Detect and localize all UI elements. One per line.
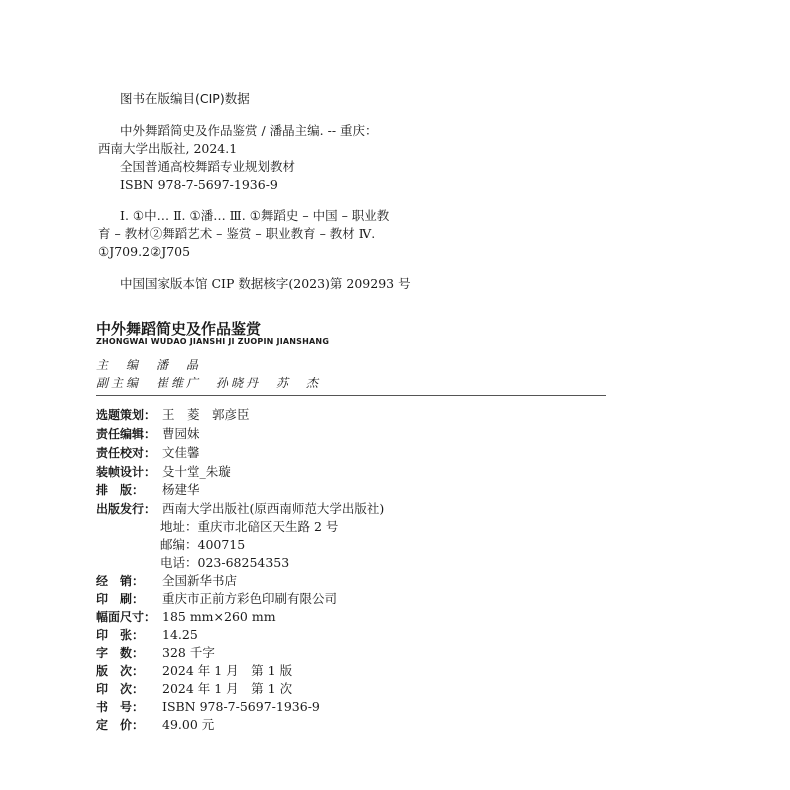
cip-record-number: 中国国家版本馆 CIP 数据核字(2023)第 209293 号 — [120, 276, 411, 291]
cip-heading: 图书在版编目(CIP)数据 — [120, 91, 250, 106]
colophon-value: 2024 年 1 月 第 1 次 — [162, 681, 293, 696]
colophon-value: 杨建华 — [162, 482, 200, 497]
cip-series-line: 全国普通高校舞蹈专业规划教材 — [120, 159, 296, 174]
colophon-label: 定 价： — [96, 718, 145, 732]
cip-isbn-line: ISBN 978-7-5697-1936-9 — [120, 177, 278, 192]
colophon-value: 185 mm×260 mm — [162, 609, 276, 624]
colophon-label: 排 版： — [96, 483, 145, 497]
book-title: 中外舞蹈简史及作品鉴赏 — [96, 320, 262, 338]
book-title-pinyin: ZHONGWAI WUDAO JIANSHI JI ZUOPIN JIANSHANG — [96, 337, 330, 346]
colophon-label: 书 号： — [96, 700, 145, 714]
colophon-row — [96, 680, 292, 698]
colophon-value: 西南大学出版社(原西南师范大学出版社) — [162, 501, 385, 516]
colophon-row — [96, 425, 200, 443]
colophon-value: 49.00 元 — [162, 717, 215, 732]
colophon-value: ISBN 978-7-5697-1936-9 — [162, 699, 320, 714]
colophon-value: 328 千字 — [162, 645, 215, 660]
colophon-value: 14.25 — [162, 627, 198, 642]
colophon-label: 责任编辑： — [96, 427, 157, 441]
colophon-label: 选题策划： — [96, 408, 157, 422]
chief-editor: 主 编 潘 晶 — [96, 358, 202, 372]
colophon-row — [96, 500, 384, 518]
colophon-value: 2024 年 1 月 第 1 版 — [162, 663, 293, 678]
divider — [96, 395, 606, 396]
publisher-postcode: 邮编：400715 — [160, 537, 246, 552]
colophon-value: 曹园妹 — [162, 426, 200, 441]
colophon-value: 全国新华书店 — [162, 573, 238, 588]
colophon-label: 版 次： — [96, 664, 145, 678]
colophon-row — [96, 698, 320, 716]
colophon-label: 印 次： — [96, 682, 145, 696]
colophon-value: 殳十堂_朱璇 — [162, 464, 231, 479]
colophon-row — [96, 626, 198, 644]
colophon-row — [96, 406, 250, 424]
colophon-row — [96, 481, 200, 499]
publisher-phone: 电话：023-68254353 — [160, 555, 290, 570]
colophon-label: 幅面尺寸： — [96, 610, 157, 624]
colophon-label: 印 刷： — [96, 592, 145, 606]
colophon-row — [96, 608, 276, 626]
colophon-label: 印 张： — [96, 628, 145, 642]
colophon-label: 经 销： — [96, 574, 145, 588]
colophon-label: 责任校对： — [96, 446, 157, 460]
colophon-row — [96, 662, 292, 680]
associate-editors: 副主编 崔维广 孙晓丹 苏 杰 — [96, 376, 322, 390]
colophon-value: 重庆市正前方彩色印刷有限公司 — [162, 591, 338, 606]
colophon-label: 装帧设计： — [96, 465, 157, 479]
colophon-label: 字 数： — [96, 646, 145, 660]
colophon-row — [96, 590, 337, 608]
colophon-row — [96, 444, 200, 462]
publisher-address: 地址：重庆市北碚区天生路 2 号 — [160, 519, 339, 534]
colophon-row — [96, 572, 237, 590]
cip-publisher-line: 西南大学出版社, 2024.1 — [98, 141, 238, 156]
colophon-label: 出版发行： — [96, 502, 157, 516]
colophon-row — [96, 644, 215, 662]
cip-classification-line-3: ①J709.2②J705 — [98, 244, 191, 259]
colophon-value: 王 菱 郭彦臣 — [162, 407, 250, 422]
colophon-row — [96, 716, 214, 734]
cip-classification-line-2: 育 – 教材②舞蹈艺术 – 鉴赏 – 职业教育 – 教材 Ⅳ. — [98, 226, 376, 241]
colophon-value: 文佳馨 — [162, 445, 200, 460]
colophon-row — [96, 463, 231, 481]
cip-title-line: 中外舞蹈简史及作品鉴赏 / 潘晶主编. -- 重庆： — [120, 123, 378, 138]
cip-classification-line-1: Ⅰ. ①中… Ⅱ. ①潘… Ⅲ. ①舞蹈史 – 中国 – 职业教 — [120, 208, 390, 223]
